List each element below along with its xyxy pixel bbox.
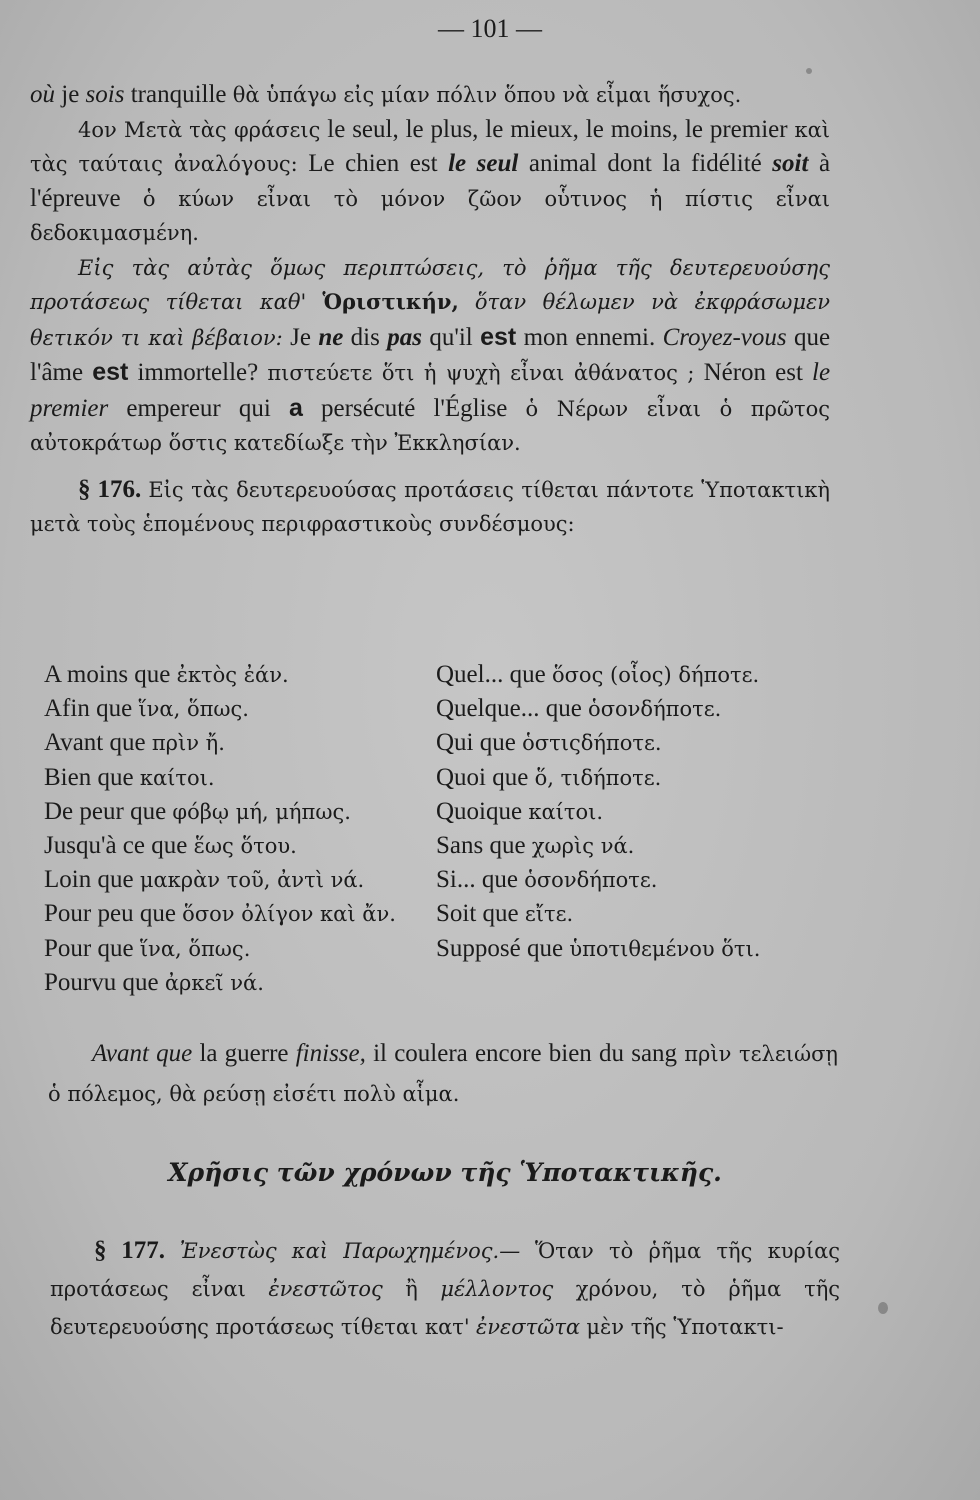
conjunction-list-right [436,658,856,966]
conjunction-greek: πρὶν ἤ. [151,731,225,756]
fr-emphasis: ne [318,323,344,351]
body-text [30,78,830,542]
conjunction-item [44,897,434,931]
example-sentence [48,1034,838,1114]
fr-emphasis: Croyez-vous [662,323,787,351]
conjunction-french: Qui que [436,729,516,757]
fr-text: qu'il [429,323,473,351]
paragraph-rule-4 [30,113,830,251]
fr-emphasis: Avant que [92,1040,193,1067]
fr-text: Néron est [703,359,803,386]
greek-translation: ὁ Νέρων εἶναι ὁ πρῶτος αὐτοκράτωρ ὅστις κατεδίωξε τὴν Ἐκκλησίαν. [30,396,831,455]
conjunction-greek: ἵνα, ὅπως. [138,697,249,722]
conjunction-greek: φόβῳ μή, μήπως. [172,799,351,824]
conjunction-french: Bien que [44,763,134,791]
fr-word: je [61,81,80,108]
conjunction-french: Quoi que [436,763,529,791]
section-title: Ἐνεστὼς καὶ Παρωχημένος.— [179,1239,521,1263]
conjunction-item [44,932,434,966]
fr-word: sois [85,81,125,108]
fr-text: le seul, le plus, le mieux, le moins, le premier [327,115,788,143]
conjunction-french: Si... que [436,866,518,894]
conjunction-french: A moins que [44,661,171,688]
greek-translation: πρὶν τελειώσῃ ὁ πόλεμος, θὰ ρεύσῃ εἰσέτι πολὺ αἷμα. [48,1042,838,1106]
greek-translation: πιστεύετε ὅτι ἡ ψυχὴ εἶναι ἀθάνατος ; [267,361,695,385]
conjunction-item [436,761,856,795]
conjunction-greek: ὁσονδήποτε. [588,697,722,722]
fr-text: Le chien est [308,150,438,177]
conjunction-greek: ὁσονδήποτε. [524,868,658,893]
conjunction-greek: μακρὰν τοῦ, ἀντὶ νά. [139,868,365,893]
conjunction-french: Quel... que [436,661,546,688]
greek-text: μὲν τῆς Ὑποτακτι- [586,1315,784,1339]
fr-word: où [30,81,55,108]
fr-text: mon ennemi. [523,323,656,351]
greek-text: καὶ τὰς ταύταις ἀναλόγους: [30,117,831,176]
fr-emphasis: est [92,358,129,386]
conjunction-greek: ὅ, τιδήποτε. [534,765,662,790]
section-177 [50,1232,840,1346]
fr-text: animal dont la fidélité [528,150,762,177]
conjunction-french: Afin que [44,695,133,723]
conjunction-greek: ἀρκεῖ νά. [164,970,264,995]
fr-emphasis: soit [772,150,809,177]
conjunction-french: Jusqu'à ce que [44,832,188,860]
conjunction-french: Pour que [44,934,134,962]
section-heading: Χρῆσις τῶν χρόνων τῆς Ὑποτακτικῆς. [168,1158,722,1187]
page-number: — 101 — [438,14,542,43]
greek-translation: ὁ κύων εἶναι τὸ μόνον ζῶον οὗτινος ἡ πίστις εἶναι δεδοκιμασμένη. [30,186,830,245]
conjunction-greek: ὑποτιθεμένου ὅτι. [569,936,761,961]
conjunction-french: Supposé que [436,934,564,962]
conjunction-item [436,863,856,897]
conjunction-item [44,863,434,897]
conjunction-french: Soit que [436,900,519,928]
greek-emphasis: μέλλοντος [440,1277,554,1301]
conjunction-greek: εἴτε. [524,902,574,927]
conjunction-item [44,726,434,760]
greek-emphasis: ἐνεστῶτα [475,1315,581,1339]
conjunction-item [44,658,434,692]
greek-text: ὅταν θέλωμεν νὰ ἐκφράσωμεν θετικόν τι καὶ βέβαιον: [30,290,831,350]
greek-text: ἢ [405,1277,418,1301]
conjunction-item [436,726,856,760]
conjunction-french: De peur que [44,797,167,825]
paper-blemish [806,68,812,74]
conjunction-french: Avant que [44,729,146,757]
conjunction-item [436,897,856,931]
conjunction-greek: ὁστιςδήποτε. [522,731,662,756]
conjunction-greek: χωρὶς νά. [531,834,635,859]
conjunction-item [436,829,856,863]
conjunction-greek: ἐκτὸς ἐάν. [176,663,289,687]
paragraph-indicative [30,251,830,461]
fr-emphasis: pas [387,323,422,351]
conjunction-list-left [44,658,434,1000]
paper-blemish [878,1302,888,1314]
conjunction-item [44,692,434,726]
conjunction-greek: ἵνα, ὅπως. [139,936,251,961]
fr-emphasis: a [288,393,303,422]
conjunction-item [436,658,856,692]
section-176 [30,473,830,542]
fr-emphasis: le premier [30,359,831,422]
fr-text: dis [350,323,380,351]
greek-text: Ὅταν τὸ ῥῆμα τῆς κυρίας προτάσεως εἶναι [50,1239,841,1301]
fr-text: Je [290,323,311,351]
fr-text: la guerre [199,1040,289,1067]
conjunction-french: Pour peu que [44,900,176,928]
section-label: § 176. [78,475,142,503]
greek-text: Εἰς τὰς αὐτὰς ὅμως περιπτώσεις, τὸ ῥῆμα τῆς δευτερευούσης προτάσεως τίθεται καθ' [30,255,830,314]
fr-text: immortelle? [137,359,259,386]
section-text: Εἰς τὰς δευτερευούσας προτάσεις τίθεται πάντοτε Ὑποτακτικὴ μετὰ τοὺς ἑπομένους περιφραστικοὺς συνδέσμους: [30,477,831,536]
conjunction-item [44,761,434,795]
paragraph-continuation [30,78,830,113]
conjunction-item [44,966,434,1000]
conjunction-greek: ὅσον ὀλίγον καὶ ἄν. [182,902,396,927]
fr-word: tranquille [130,81,227,108]
rule-lead: 4ον Μετὰ [78,117,183,142]
conjunction-item [436,795,856,829]
fr-text: à l'épreuve [30,150,831,212]
fr-emphasis: le seul [448,150,519,177]
conjunction-item [44,795,434,829]
fr-text: il coulera encore bien du sang [373,1040,678,1067]
conjunction-item [44,829,434,863]
fr-text: que l'âme [30,323,831,386]
fr-emphasis: finisse, [295,1040,366,1067]
greek-text: τὰς φράσεις [189,117,321,142]
conjunction-greek: καίτοι. [139,765,215,790]
conjunction-french: Quelque... que [436,695,582,723]
fr-emphasis: est [480,322,517,351]
greek-emphasis: Ὁριστικήν, [322,289,459,314]
greek-emphasis: ἐνεστῶτος [268,1277,383,1301]
conjunction-item [436,692,856,726]
greek-translation: θὰ ὑπάγω εἰς μίαν πόλιν ὅπου νὰ εἶμαι ἥσυχος. [232,83,742,107]
greek-text: χρόνου, τὸ ῥῆμα τῆς δευτερευούσης προτάσεως τίθεται κατ' [50,1277,841,1339]
conjunction-greek: καίτοι. [528,799,604,824]
conjunction-item [436,932,856,966]
conjunction-greek: ὅσος (οἷος) δήποτε. [551,663,760,687]
conjunction-french: Loin que [44,866,134,894]
fr-text: empereur qui [126,394,271,422]
conjunction-greek: ἕως ὅτου. [193,834,297,859]
conjunction-french: Pourvu que [44,968,159,996]
conjunction-french: Quoique [436,797,523,825]
section-label: § 177. [94,1237,166,1264]
conjunction-french: Sans que [436,832,526,860]
fr-text: persécuté l'Église [320,394,508,422]
